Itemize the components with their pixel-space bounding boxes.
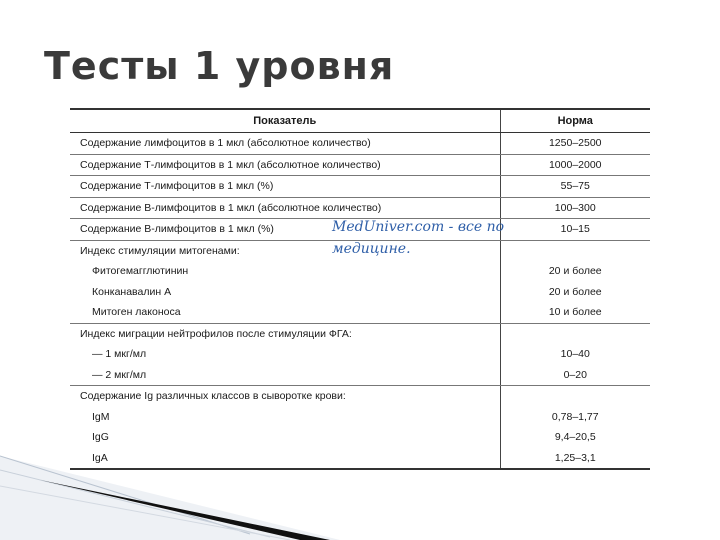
norm-cell: 20 и более — [548, 265, 602, 278]
norm-cell: 1000–2000 — [500, 154, 650, 176]
indicator-cell: — 1 мкг/мл — [70, 344, 500, 365]
table-header-row — [70, 109, 650, 133]
indicator-cell: Митоген лаконоса — [70, 302, 500, 323]
norms-table-container — [70, 108, 650, 470]
indicator-cell: Содержание Т-лимфоцитов в 1 мкл (%) — [70, 176, 500, 198]
column-header-norm: Норма — [500, 109, 650, 133]
table-row — [70, 344, 650, 365]
indicator-cell: Содержание В-лимфоцитов в 1 мкл (%) — [70, 219, 500, 241]
norm-cell: 0,78–1,77 — [551, 410, 599, 423]
table-group-header-row — [70, 323, 650, 344]
indicator-cell: Фитогемагглютинин — [70, 261, 500, 282]
norm-cell — [500, 323, 650, 344]
norm-cell: 0–20 — [500, 365, 650, 386]
group-heading-cell: Индекс миграции нейтрофилов после стимуляции ФГА: — [70, 323, 500, 344]
table-row — [70, 133, 650, 155]
indicator-cell: Содержание В-лимфоцитов в 1 мкл (абсолютное количество) — [70, 197, 500, 219]
indicator-cell: Содержание лимфоцитов в 1 мкл (абсолютное количество) — [70, 133, 500, 155]
table-row — [70, 365, 650, 386]
indicator-cell: — 2 мкг/мл — [70, 365, 500, 386]
norm-cell: 10–15 — [500, 219, 650, 241]
column-header-indicator: Показатель — [70, 109, 500, 133]
indicator-cell: IgA — [70, 448, 500, 470]
indicator-cell: IgM — [70, 407, 500, 428]
table-row — [70, 261, 650, 282]
norm-cell: 55–75 — [500, 176, 650, 198]
norm-cell: 20 и более — [548, 285, 602, 298]
slide-title: Тесты 1 уровня — [44, 44, 395, 88]
watermark-line: MedUniver.com - все по — [332, 219, 505, 235]
norm-cell: 100–300 — [500, 197, 650, 219]
group-heading-cell: Индекс стимуляции митогенами: — [70, 240, 500, 261]
norm-cell: 10–40 — [560, 348, 590, 361]
indicator-cell: Конканавалин А — [70, 282, 500, 303]
norm-cell: 9,4–20,5 — [554, 431, 596, 444]
norm-cell: 10 и более — [500, 302, 650, 323]
corner-decoration — [0, 440, 340, 540]
norm-cell: 1,25–3,1 — [500, 448, 650, 470]
norm-cell: 1250–2500 — [500, 133, 650, 155]
decoration-fill — [0, 456, 340, 540]
table-row — [70, 302, 650, 323]
norms-table — [70, 108, 650, 470]
norm-cell — [500, 386, 650, 407]
table-row — [70, 154, 650, 176]
group-heading-cell: Содержание Ig различных классов в сыворотке крови: — [70, 386, 500, 407]
indicator-cell: IgG — [70, 427, 500, 448]
table-row — [70, 407, 650, 428]
table-row — [70, 282, 650, 303]
table-group-header-row — [70, 386, 650, 407]
watermark-line: медицине. — [332, 241, 411, 257]
table-row — [70, 176, 650, 198]
indicator-cell: Содержание Т-лимфоцитов в 1 мкл (абсолютное количество) — [70, 154, 500, 176]
watermark — [332, 216, 552, 260]
